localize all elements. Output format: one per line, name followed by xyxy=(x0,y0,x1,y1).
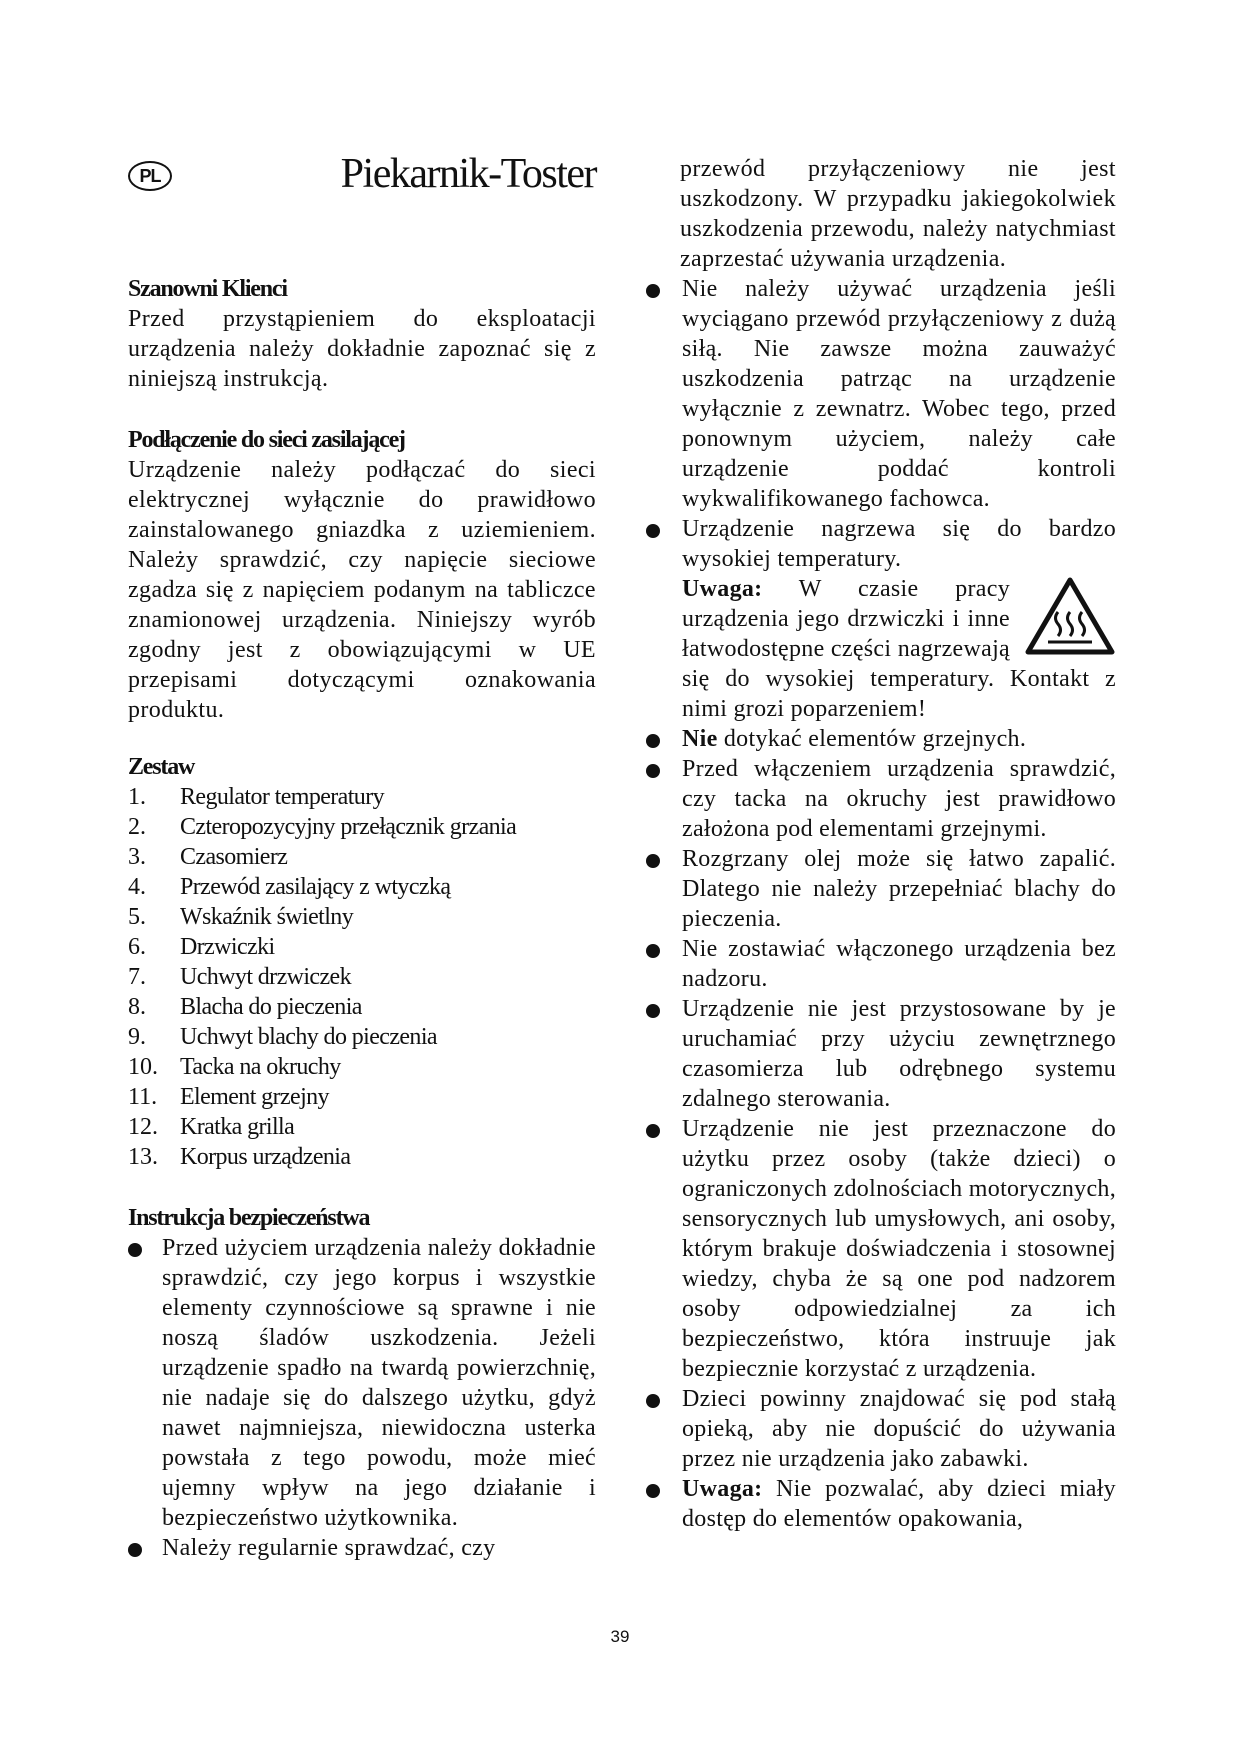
item-label: Czasomierz xyxy=(180,844,288,870)
list-item xyxy=(680,1114,1116,1384)
list-item xyxy=(680,1474,1116,1534)
bullet-icon xyxy=(646,1484,660,1498)
continuation-text: przewód przyłączeniowy nie jest uszkodzony. W przypadku jakiegokolwiek uszkodzenia przewodu, należy natychmiast zaprzestać używania urządzenia. xyxy=(680,156,1116,272)
document-title: Piekarnik-Toster xyxy=(340,151,596,197)
safety-section xyxy=(128,1203,596,1563)
list-item-text: Urządzenie nie jest przystosowane by je uruchamiać przy użyciu zewnętrznego czasomierza lub odrębnego systemu zdalnego sterowania. xyxy=(682,996,1116,1112)
list-item-text: Urządzenie nie jest przeznaczone do użytku przez osoby (także dzieci) o ograniczonych zdolnościach motorycznych, sensorycznych lub umysłowych, ani osoby, którym brakuje doświadczenia i stosownej wiedzy, chyba że są one pod nadzorem osoby odpowiedzialnej za ich bezpieczeństwo, która instruuje jak bezpiecznie korzystać z urządzenia. xyxy=(682,1116,1116,1382)
warning-label: Uwaga: xyxy=(682,576,763,602)
item-number: 8. xyxy=(128,994,146,1020)
list-item xyxy=(128,962,596,992)
list-item-text xyxy=(682,1474,1116,1534)
list-item-text: Należy regularnie sprawdzać, czy xyxy=(162,1535,496,1561)
page-number: 39 xyxy=(610,1627,630,1646)
list-item xyxy=(128,872,596,902)
list-item xyxy=(128,842,596,872)
power-section xyxy=(128,425,596,725)
list-item-text: Rozgrzany olej może się łatwo zapalić. Dlatego nie należy przepełniać blachy do pieczenia. xyxy=(682,846,1116,932)
item-text: dotykać elementów grzejnych. xyxy=(723,726,1027,752)
bullet-icon xyxy=(646,284,660,298)
intro-text: Przed przystąpieniem do eksploatacji urządzenia należy dokładnie zapoznać się z niniejszą instrukcją. xyxy=(128,306,596,392)
heat-statement: Urządzenie nagrzewa się do bardzo wysokiej temperatury. xyxy=(682,516,1116,572)
safety-list-left xyxy=(128,1233,596,1563)
safety-list-right xyxy=(680,274,1116,1534)
list-item-text xyxy=(682,514,1116,724)
item-number: 2. xyxy=(128,814,146,840)
list-item xyxy=(128,812,596,842)
list-item xyxy=(680,994,1116,1114)
list-item xyxy=(128,1022,596,1052)
power-text: Urządzenie należy podłączać do sieci elektrycznej wyłącznie do prawidłowo zainstalowanego gniazdka z uziemieniem. Należy sprawdzić, czy napięcie sieciowe zgadza się z napięciem podanym na tabliczce znamionowej urządzenia. Niniejszy wyrób zgodny jest z obowiązującymi w UE przepisami dotyczącymi oznakowania produktu. xyxy=(128,457,596,723)
list-item xyxy=(128,1142,596,1172)
item-text: Nie pozwalać, aby dzieci miały dostęp do elementów opakowania, xyxy=(682,1476,1116,1532)
list-item xyxy=(128,1533,596,1563)
item-number: 6. xyxy=(128,934,146,960)
list-item xyxy=(128,1052,596,1082)
list-item xyxy=(128,782,596,812)
item-label: Uchwyt drzwiczek xyxy=(180,964,351,990)
list-item-text: Przed włączeniem urządzenia sprawdzić, czy tacka na okruchy jest prawidłowo założona pod elementami grzejnymi. xyxy=(682,756,1116,842)
set-heading: Zestaw xyxy=(128,754,195,780)
language-badge: PL xyxy=(128,161,172,191)
bullet-icon xyxy=(646,1124,660,1138)
list-item xyxy=(680,1384,1116,1474)
item-number: 1. xyxy=(128,784,146,810)
list-item xyxy=(128,1112,596,1142)
list-item xyxy=(128,1082,596,1112)
item-label: Regulator temperatury xyxy=(180,784,384,810)
item-label: Element grzejny xyxy=(180,1084,329,1110)
bullet-icon xyxy=(128,1243,142,1257)
power-heading: Podłączenie do sieci zasilającej xyxy=(128,427,405,453)
list-item-text xyxy=(682,724,1116,754)
item-number: 12. xyxy=(128,1114,158,1140)
list-item xyxy=(680,274,1116,514)
item-label: Kratka grilla xyxy=(180,1114,295,1140)
bullet-icon xyxy=(646,944,660,958)
item-number: 13. xyxy=(128,1144,158,1170)
parts-list xyxy=(128,782,596,1172)
item-label: Czteropozycyjny przełącznik grzania xyxy=(180,814,517,840)
list-item xyxy=(680,724,1116,754)
intro-heading: Szanowni Klienci xyxy=(128,276,287,302)
item-label: Tacka na okruchy xyxy=(180,1054,341,1080)
item-label: Przewód zasilający z wtyczką xyxy=(180,874,451,900)
list-item xyxy=(680,754,1116,844)
list-item xyxy=(128,992,596,1022)
intro-section xyxy=(128,274,596,394)
set-section xyxy=(128,752,596,1172)
bullet-icon xyxy=(646,524,660,538)
item-number: 10. xyxy=(128,1054,158,1080)
hot-surface-warning-icon xyxy=(1024,576,1116,656)
item-number: 11. xyxy=(128,1084,158,1110)
list-item xyxy=(680,514,1116,724)
bullet-icon xyxy=(646,1394,660,1408)
list-item xyxy=(680,844,1116,934)
bullet-icon xyxy=(128,1543,142,1557)
safety-heading: Instrukcja bezpieczeństwa xyxy=(128,1205,370,1231)
bullet-icon xyxy=(646,854,660,868)
item-number: 9. xyxy=(128,1024,146,1050)
item-label: Blacha do pieczenia xyxy=(180,994,362,1020)
item-label: Korpus urządzenia xyxy=(180,1144,351,1170)
bold-prefix: Nie xyxy=(682,726,718,752)
item-label: Drzwiczki xyxy=(180,934,275,960)
item-number: 3. xyxy=(128,844,146,870)
item-label: Uchwyt blachy do pieczenia xyxy=(180,1024,437,1050)
item-number: 5. xyxy=(128,904,146,930)
item-label: Wskaźnik świetlny xyxy=(180,904,354,930)
bold-prefix: Uwaga: xyxy=(682,1476,763,1502)
list-item-text: Nie zostawiać włączonego urządzenia bez nadzoru. xyxy=(682,936,1116,992)
list-item xyxy=(680,934,1116,994)
list-item xyxy=(128,1233,596,1533)
bullet-icon xyxy=(646,764,660,778)
list-item xyxy=(128,902,596,932)
item-number: 4. xyxy=(128,874,146,900)
safety-continuation xyxy=(680,154,1116,1534)
list-item-text: Przed użyciem urządzenia należy dokładnie sprawdzić, czy jego korpus i wszystkie elementy czynnościowe są sprawne i nie noszą śladów uszkodzenia. Jeżeli urządzenie spadło na twardą powierzchnię, nie nadaje się do dalszego użytku, gdyż nawet najmniejsza, niewidoczna usterka powstała z tego powodu, może mieć ujemny wpływ na jego działanie i bezpieczeństwo użytkownika. xyxy=(162,1235,596,1531)
item-number: 7. xyxy=(128,964,146,990)
warning-text: W czasie pracy urządzenia jego drzwiczki i inne łatwodostępne części nagrzewają się do wysokiej temperatury. Kontakt z nimi grozi poparzeniem! xyxy=(682,576,1116,722)
list-item-text: Dzieci powinny znajdować się pod stałą opieką, aby nie dopuścić do używania przez nie urządzenia jako zabawki. xyxy=(682,1386,1116,1472)
bullet-icon xyxy=(646,1004,660,1018)
list-item-text: Nie należy używać urządzenia jeśli wyciągano przewód przyłączeniowy z dużą siłą. Nie zawsze można zauważyć uszkodzenia patrząc na urządzenie wyłącznie z zewnatrz. Wobec tego, przed ponownym użyciem, należy całe urządzenie poddać kontroli wykwalifikowanego fachowca. xyxy=(682,276,1116,512)
list-item xyxy=(128,932,596,962)
bullet-icon xyxy=(646,734,660,748)
